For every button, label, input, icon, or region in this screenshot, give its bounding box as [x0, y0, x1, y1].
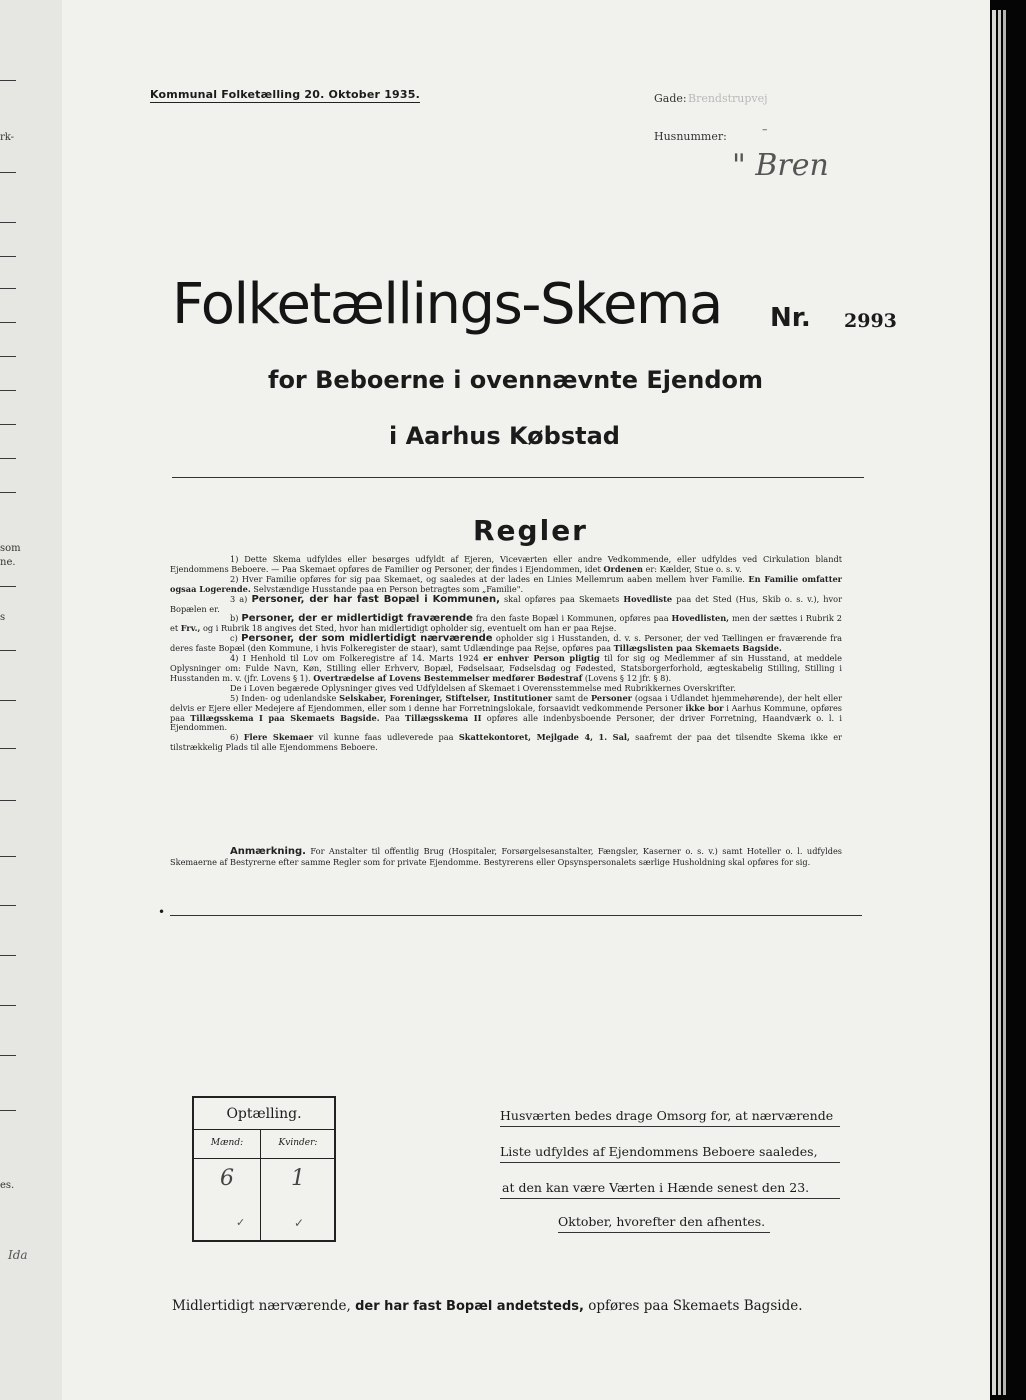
margin-rule	[0, 905, 16, 906]
margin-fragment: es.	[0, 1180, 15, 1191]
tally-rule	[194, 1158, 334, 1159]
form-number: 2993	[844, 310, 897, 332]
subtitle-residents: for Beboerne i ovennævnte Ejendom	[268, 366, 763, 394]
tally-men-count: 6	[220, 1166, 234, 1191]
gade-label: Gade:	[654, 92, 687, 105]
margin-rule	[0, 955, 16, 956]
page-edge	[992, 10, 996, 1395]
margin-fragment: rk-	[0, 132, 15, 143]
previous-page-edge	[0, 0, 62, 1400]
margin-fragment: s	[0, 612, 6, 623]
notice-line-3: at den kan være Værten i Hænde senest den 23.	[502, 1180, 810, 1195]
rule-3c: c) Personer, der som midlertidigt nærværende opholder sig i Husstanden, d. v. s. Personer, der ved Tællingen er fraværende fra deres faste Bopæl (den Kommune, i hvis Folkeregister de staar), samt Udlændinge paa Rejse, opføres paa Tillægslisten paa Skemaets Bagside.	[170, 633, 843, 654]
rule-4: 4) I Henhold til Lov om Folkeregistre af 14. Marts 1924 er enhver Person pligtig til for sig og Medlemmer af sin Husstand, at meddele Oplysninger om: Fulde Navn, Køn, Stilling eller Erhverv, Bopæl, Fødselsaar, Fødselsdag og Fødested, Statsborgerforhold, ægteskabelig Stilling, Stilling i Husstanden m. v. (jfr. Lovens § 1). Overtrædelse af Lovens Bestemmelser medfører Bødestraf (Lovens § 12 jfr. § 8).	[170, 653, 842, 683]
tally-title: Optælling.	[226, 1106, 302, 1122]
annotation-label: Anmærkning.	[230, 846, 306, 857]
margin-rule	[0, 650, 16, 651]
margin-rule	[0, 800, 16, 801]
checkmark-icon: ✓	[294, 1216, 305, 1230]
notice-line-1: Husværten bedes drage Omsorg for, at nærværende	[500, 1108, 834, 1123]
page-edge	[998, 10, 1001, 1395]
margin-rule	[0, 288, 16, 289]
margin-rule	[0, 748, 16, 749]
tally-box	[192, 1096, 336, 1242]
margin-rule	[0, 856, 16, 857]
tally-women-header: Kvinder:	[278, 1138, 318, 1148]
tally-column-divider	[260, 1129, 261, 1240]
notice-line-2: Liste udfyldes af Ejendommens Beboere saaledes,	[500, 1144, 818, 1159]
margin-rule	[0, 80, 16, 81]
page-edge	[1003, 10, 1006, 1395]
husnummer-label: Husnummer:	[654, 130, 727, 143]
tally-rule	[194, 1129, 334, 1130]
margin-rule	[0, 256, 16, 257]
tally-men-header: Mænd:	[210, 1138, 244, 1148]
rule-4b: De i Loven begærede Oplysninger gives ved Udfyldelsen af Skemaet i Overensstemmelse med Rubrikkernes Overskrifter.	[230, 682, 736, 693]
rules-text	[170, 555, 842, 753]
subtitle-city: i Aarhus Købstad	[389, 422, 620, 450]
margin-rule	[0, 1005, 16, 1006]
margin-rule	[0, 356, 16, 357]
notice-underline	[558, 1232, 770, 1233]
stray-mark: •	[158, 905, 166, 919]
rule-5: 5) Inden- og udenlandske Selskaber, Foreninger, Stiftelser, Institutioner samt de Personer (ogsaa i Udlandet hjemmehørende), der helt eller delvis er Ejere eller Medejere af Ejendommen, eller som i denne har Forretningslokale, forsaavidt vedkommende Personer ikke bor i Aarhus Kommune, opføres paa Tillægsskema I paa Skemaets Bagside. Paa Tillægsskema II opføres alle indenbysboende Personer, der driver Forretning, Haandværk o. l. i Ejendommen.	[170, 692, 843, 733]
margin-rule	[0, 222, 16, 223]
margin-fragment: ne.	[0, 557, 16, 568]
rule-6: 6) Flere Skemaer vil kunne faas udleverede paa Skattekontoret, Mejlgade 4, 1. Sal, saafremt der paa det tilsendte Skema ikke er tilstrækkelig Plads til alle Ejendommens Beboere.	[170, 732, 842, 753]
handwritten-note: " Bren	[732, 148, 829, 183]
margin-rule	[0, 492, 16, 493]
divider-bottom	[170, 915, 862, 916]
margin-fragment: som	[0, 543, 21, 554]
margin-rule	[0, 458, 16, 459]
annotation-note	[170, 846, 842, 867]
margin-rule	[0, 1110, 16, 1111]
number-label: Nr.	[770, 303, 811, 333]
margin-rule	[0, 172, 16, 173]
notice-underline	[500, 1126, 840, 1127]
rule-3b: b) Personer, der er midlertidigt fraværende fra den faste Bopæl i Kommunen, opføres paa Hovedlisten, men der sættes i Rubrik 2 et Frv., og i Rubrik 18 angives det Sted, hvor han midlertidigt opholder sig, eventuelt om han er paa Rejse.	[170, 613, 843, 634]
gade-stamp: Brendstrupvej	[688, 92, 768, 105]
census-date-line: Kommunal Folketælling 20. Oktober 1935.	[150, 88, 420, 101]
margin-rule	[0, 1055, 16, 1056]
margin-rule	[0, 424, 16, 425]
rules-heading: Regler	[473, 514, 588, 547]
margin-rule	[0, 390, 16, 391]
husnummer-value: –	[762, 123, 768, 136]
margin-rule	[0, 322, 16, 323]
divider-top	[172, 477, 864, 478]
footer-note: Midlertidigt nærværende, der har fast Bopæl andetsteds, opføres paa Skemaets Bagside.	[172, 1298, 803, 1314]
margin-rule	[0, 586, 16, 587]
margin-rule	[0, 700, 16, 701]
rule-1: 1) Dette Skema udfyldes eller besørges udfyldt af Ejeren, Viceværten eller andre Vedkommende, eller udfyldes ved Cirkulation blandt Ejendommens Beboere. — Paa Skemaet opføres de Familier og Personer, der findes i Ejendommen, idet Ordenen er: Kælder, Stue o. s. v.	[170, 554, 842, 574]
notice-underline	[500, 1162, 840, 1163]
census-form-page	[62, 0, 990, 1400]
checkmark-icon: ✓	[236, 1216, 246, 1229]
annotation-text: For Anstalter til offentlig Brug (Hospitaler, Forsørgelsesanstalter, Fængsler, Kaserner o. s. v.) samt Hoteller o. l. udfyldes Skemaerne af Bestyrerne efter samme Regler som for private Ejendomme. Bestyrerens eller Opsynspersonalets særlige Husholdning skal opføres for sig.	[170, 846, 842, 867]
tally-women-count: 1	[291, 1166, 305, 1191]
notice-underline	[500, 1198, 840, 1199]
notice-line-4: Oktober, hvorefter den afhentes.	[558, 1214, 766, 1229]
margin-handwriting: Ida	[8, 1248, 28, 1262]
rule-3a: 3 a) Personer, der har fast Bopæl i Kommunen, skal opføres paa Skemaets Hovedliste paa det Sted (Hus, Skib o. s. v.), hvor Bopælen er.	[170, 593, 842, 614]
rule-2: 2) Hver Familie opføres for sig paa Skemaet, og saaledes at der lades en Linies Mellemrum aaben mellem hver Familie. En Familie omfatter ogsaa Logerende. Selvstændige Husstande paa en Person betragtes som „Familie".	[170, 573, 842, 594]
form-title: Folketællings-Skema	[172, 272, 722, 337]
